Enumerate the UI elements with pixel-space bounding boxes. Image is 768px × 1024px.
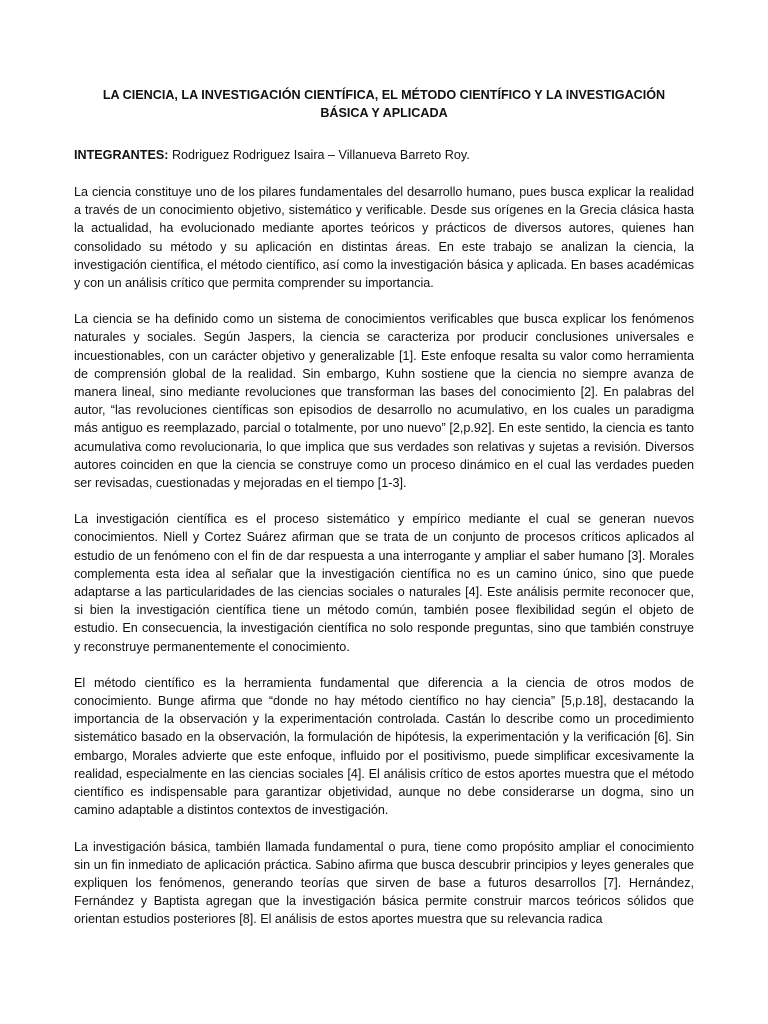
paragraph-metodo: El método científico es la herramienta fundamental que diferencia a la ciencia de otros modos de conocimiento. Bunge afirma que “donde no hay método científico no hay ciencia” [5,p.18], destacando la importancia de la observación y la experimentación controlada. Castán lo describe como un procedimiento sistemático basado en la observación, la formulación de hipótesis, la experimentación y la verificación [6]. Sin embargo, Morales advierte que este enfoque, influido por el positivismo, puede simplificar excesivamente la realidad, especialmente en las ciencias sociales [4]. El análisis crítico de estos aportes muestra que el método científico es indispensable para garantizar objetividad, aunque no debe considerarse un dogma, sino un camino adaptable a distintos contextos de investigación. [74, 675, 694, 818]
authors-label: INTEGRANTES: [74, 148, 169, 162]
paragraph-basica: La investigación básica, también llamada fundamental o pura, tiene como propósito ampliar el conocimiento sin un fin inmediato de aplicación práctica. Sabino afirma que busca descubrir principios y leyes generales que expliquen los fenómenos, generando teorías que sirven de base a futuros desarrollos [7]. Hernández, Fernández y Baptista agregan que la investigación básica permite construir marcos teóricos sólidos que orientan estudios posteriores [8]. El análisis de estos aportes muestra que su relevancia radica [74, 839, 694, 927]
authors-names: Rodriguez Rodriguez Isaira – Villanueva Barreto Roy. [168, 148, 470, 162]
document-title: LA CIENCIA, LA INVESTIGACIÓN CIENTÍFICA, EL MÉTODO CIENTÍFICO Y LA INVESTIGACIÓN BÁSICA Y APLICADA [102, 88, 666, 120]
paragraph-intro: La ciencia constituye uno de los pilares fundamentales del desarrollo humano, pues busca explicar la realidad a través de un conocimiento objetivo, sistemático y verificable. Desde sus orígenes en la Grecia clásica hasta la actualidad, ha evolucionado mediante aportes teóricos y prácticos de diversos autores, quienes han consolidado su método y su aplicación en distintas áreas. En este trabajo se analizan la ciencia, la investigación científica, el método científico, así como la investigación básica y aplicada. En bases académicas y con un análisis crítico que permita comprender su importancia. [74, 185, 694, 291]
paragraph-ciencia: La ciencia se ha definido como un sistema de conocimientos verificables que busca explicar los fenómenos naturales y sociales. Según Jaspers, la ciencia se caracteriza por producir conclusiones universales e incuestionables, con un carácter objetivo y generalizable [1]. Este enfoque resalta su valor como herramienta de comprensión global de la realidad. Sin embargo, Kuhn sostiene que la ciencia no siempre avanza de manera lineal, sino mediante revoluciones que transforman las bases del conocimiento [2]. En palabras del autor, “las revoluciones científicas son episodios de desarrollo no acumulativo, en los cuales un paradigma más antiguo es reemplazado, parcial o totalmente, por uno nuevo” [2,p.92]. En este sentido, la ciencia es tanto acumulativa como revolucionaria, lo que implica que sus verdades son relativas y sujetas a revisión. Diversos autores coinciden en que la ciencia se construye como un proceso dinámico en el cual las verdades pueden ser revisadas, cuestionadas y mejoradas en el tiempo [1-3]. [74, 312, 694, 491]
paragraph-investigacion: La investigación científica es el proceso sistemático y empírico mediante el cual se generan nuevos conocimientos. Niell y Cortez Suárez afirman que se trata de un conjunto de procesos críticos aplicados al estudio de un fenómeno con el fin de dar respuesta a una interrogante y ampliar el saber humano [3]. Morales complementa esta idea al señalar que la investigación científica no es un camino único, sino que puede adaptarse a las particularidades de las ciencias sociales o naturales [4]. Este análisis permite reconocer que, si bien la investigación científica tiene un método común, también posee flexibilidad según el objeto de estudio. En consecuencia, la investigación científica no solo responde preguntas, sino que también construye y reconstruye permanentemente el conocimiento. [74, 512, 694, 654]
authors-line [74, 146, 694, 164]
